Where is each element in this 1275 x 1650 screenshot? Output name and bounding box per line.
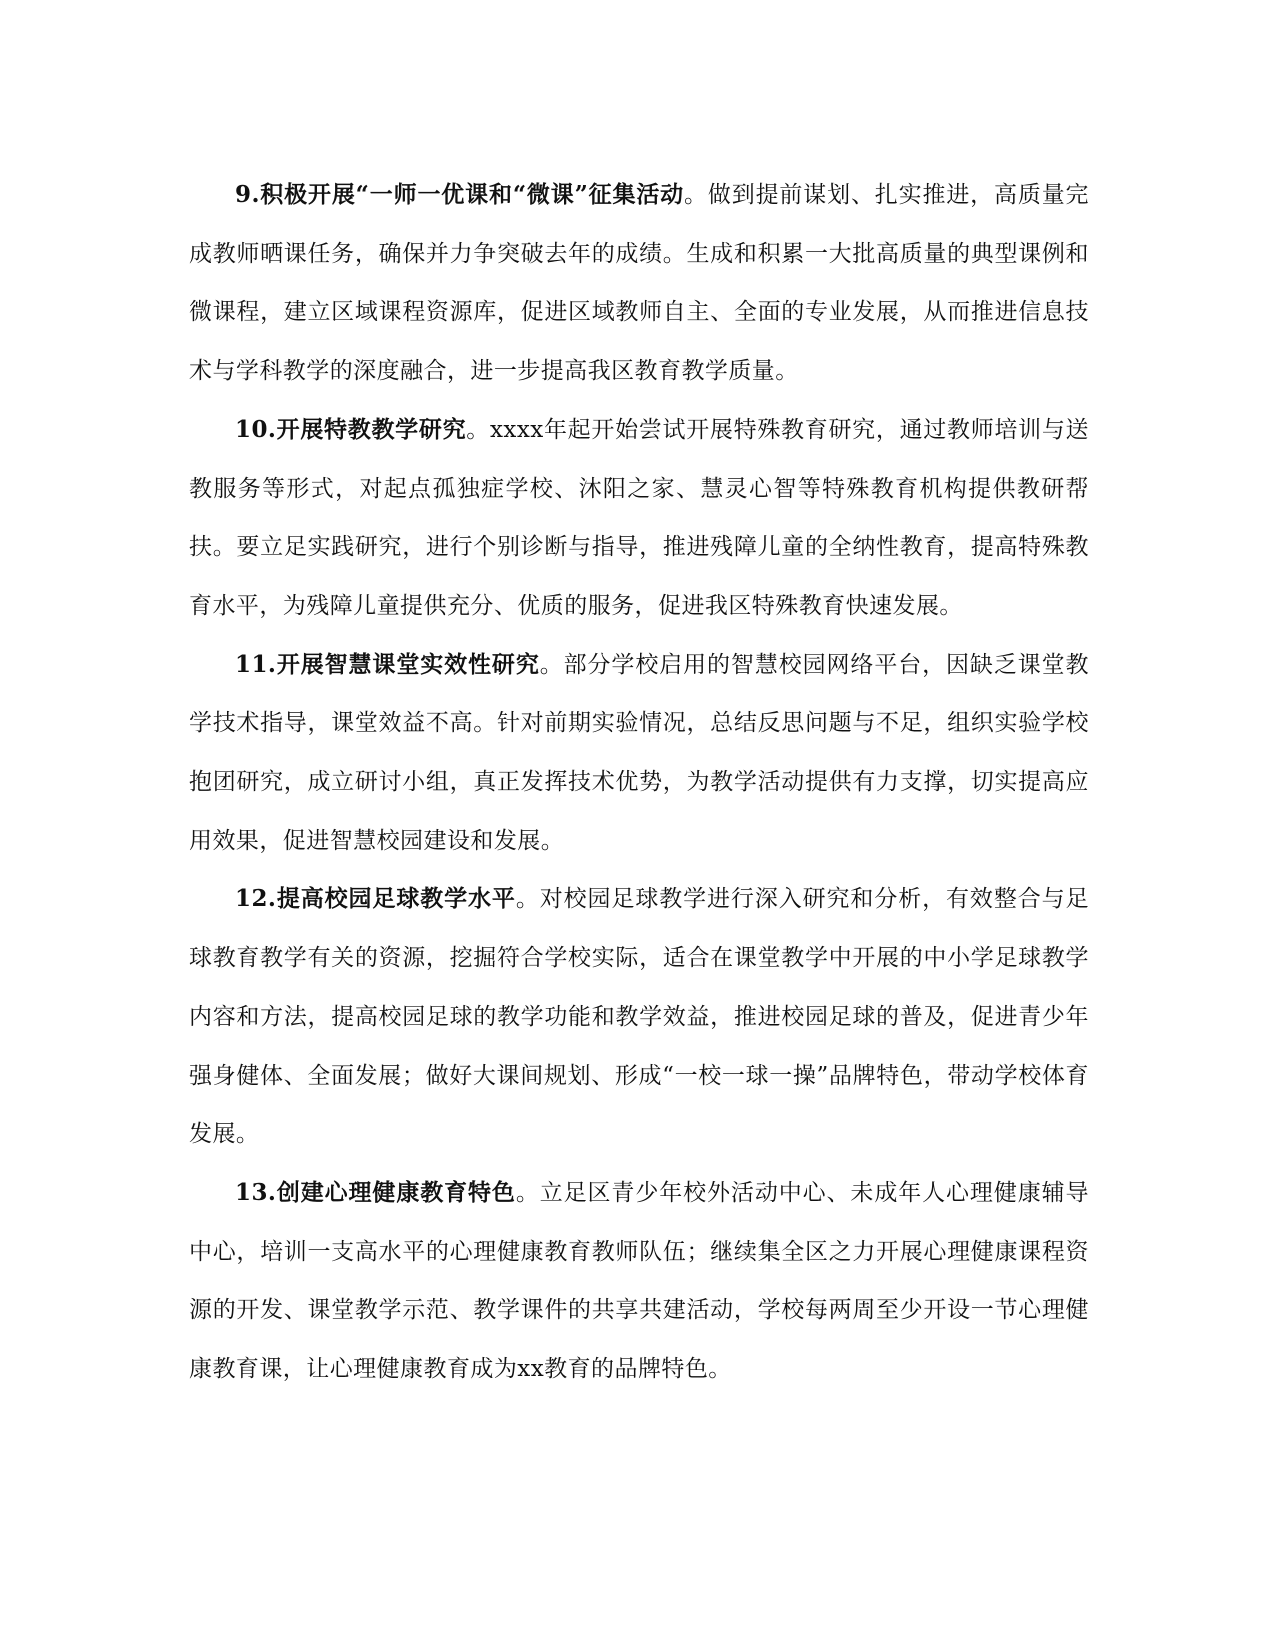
paragraph-text: 。对校园足球教学进行深入研究和分析，有效整合与足球教育教学有关的资源，挖掘符合学校实际，适合在课堂教学中开展的中小学足球教学内容和方法，提高校园足球的教学功能和教学效益，推进校园足球的普及，促进青少年强身健体、全面发展；做好大课间规划、形成“一校一球一操”品牌特色，带动学校体育发展。 [189,886,1089,1148]
paragraph-item-11 [189,636,1089,871]
paragraph-text: 。做到提前谋划、扎实推进，高质量完成教师晒课任务，确保并力争突破去年的成绩。生成和积累一大批高质量的典型课例和微课程，建立区域课程资源库，促进区域教师自主、全面的专业发展，从而推进信息技术与学科教学的深度融合，进一步提高我区教育教学质量。 [189,182,1089,385]
paragraph-item-10 [189,401,1089,636]
paragraph-item-13 [189,1164,1089,1399]
paragraph-heading: 9.积极开展“一师一优课和“微课”征集活动 [235,181,685,208]
paragraph-item-9 [189,166,1089,401]
paragraph-item-12 [189,870,1089,1164]
paragraph-text: 。xxxx年起开始尝试开展特殊教育研究，通过教师培训与送教服务等形式，对起点孤独症学校、沐阳之家、慧灵心智等特殊教育机构提供教研帮扶。要立足实践研究，进行个别诊断与指导，推进残障儿童的全纳性教育，提高特殊教育水平，为残障儿童提供充分、优质的服务，促进我区特殊教育快速发展。 [189,416,1089,619]
paragraph-heading: 11.开展智慧课堂实效性研究 [235,650,540,678]
paragraph-heading: 10.开展特教教学研究 [235,415,467,443]
paragraph-text: 。立足区青少年校外活动中心、未成年人心理健康辅导中心，培训一支高水平的心理健康教育教师队伍；继续集全区之力开展心理健康课程资源的开发、课堂教学示范、教学课件的共享共建活动，学校每两周至少开设一节心理健康教育课，让心理健康教育成为xx教育的品牌特色。 [189,1179,1089,1383]
paragraph-text: 。部分学校启用的智慧校园网络平台，因缺乏课堂教学技术指导，课堂效益不高。针对前期实验情况，总结反思问题与不足，组织实验学校抱团研究，成立研讨小组，真正发挥技术优势，为教学活动提供有力支撑，切实提高应用效果，促进智慧校园建设和发展。 [189,651,1089,854]
paragraph-heading: 13.创建心理健康教育特色 [235,1178,516,1206]
document-body [189,166,1089,1399]
paragraph-heading: 12.提高校园足球教学水平 [235,885,516,913]
